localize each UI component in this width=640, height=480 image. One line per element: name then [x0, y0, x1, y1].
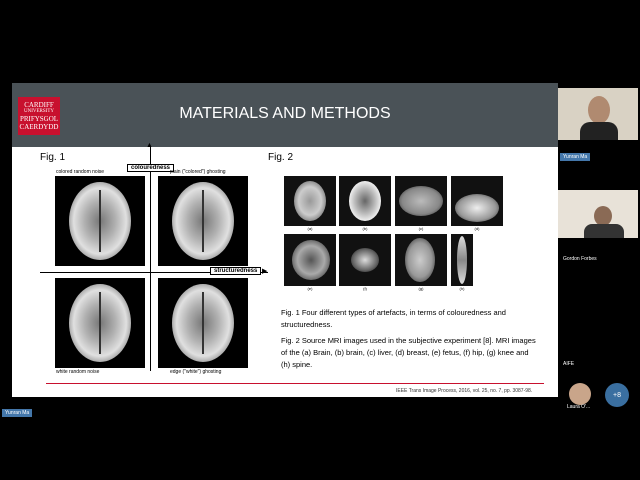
participant-face [588, 96, 610, 124]
brain-image-edge-ghosting [158, 278, 248, 368]
video-tile-yunran[interactable] [558, 88, 638, 140]
speaker-name-badge: Yunran Ma [560, 153, 590, 161]
structuredness-label: structuredness [210, 267, 261, 275]
participant-name-gordon: Gordon Forbes [563, 256, 597, 262]
mri-knee-g [395, 234, 447, 286]
participant-name-aife: AIFE [563, 361, 575, 367]
mri-hip-f [339, 234, 391, 286]
caption-h: (h) [459, 286, 465, 291]
caption-d: (d) [474, 226, 480, 231]
caption-e: (e) [307, 286, 313, 291]
mri-breast-d [451, 176, 503, 226]
mri-fetus-e [284, 234, 336, 286]
fig1-label: Fig. 1 [40, 152, 66, 163]
mri-spine-h [451, 234, 473, 286]
brain-image-colored-noise [55, 176, 145, 266]
shared-slide [12, 83, 558, 397]
participant-shoulders [584, 224, 624, 238]
mri-liver-c [395, 176, 447, 226]
quadrant-label-br: edge ("white") ghosting [170, 369, 222, 375]
slide-reference: IEEE Trans Image Process, 2016, vol. 25, no. 7, pp. 3087-98. [396, 388, 533, 394]
laura-avatar[interactable] [569, 383, 591, 405]
mri-brain-b [339, 176, 391, 226]
fig1-y-axis [150, 147, 151, 371]
participant-shoulders [580, 122, 618, 140]
x-axis-arrow: ▶ [262, 268, 268, 275]
participant-name-laura: Laura O'... [567, 404, 591, 410]
brain-image-white-noise [55, 278, 145, 368]
caption-b: (b) [362, 226, 368, 231]
fig2-label: Fig. 2 [268, 152, 294, 163]
mri-brain-a [284, 176, 336, 226]
colouredness-label: colouredness [127, 164, 174, 172]
figure-caption-2: Fig. 2 Source MRI images used in the subjective experiment [8]. MRI images of the (a) Brain, (b) brain, (c) liver, (d) breast, (e) fetus, (f) hip, (g) knee and (h) spine. [281, 336, 536, 369]
quadrant-label-tr: plain ("colored") ghosting [170, 169, 226, 175]
figure-caption-1: Fig. 1 Four different types of artefacts, in terms of colouredness and structuredness. [281, 308, 506, 329]
slide-header [12, 83, 558, 147]
caption-c: (c) [418, 226, 424, 231]
slide-footer-line [46, 383, 544, 384]
quadrant-label-bl: white random noise [56, 369, 100, 375]
quadrant-label-tl: colored random noise [56, 169, 105, 175]
participant-face [594, 206, 612, 226]
cardiff-university-logo: CARDIFF UNIVERSITY PRIFYSGOL CAERDYDD [18, 97, 60, 135]
brain-image-plain-ghosting [158, 176, 248, 266]
more-participants-button[interactable]: +8 [605, 383, 629, 407]
caption-a: (a) [307, 226, 313, 231]
caption-g: (g) [418, 286, 424, 291]
y-axis-arrow: ▲ [146, 142, 153, 149]
slide-title: MATERIALS AND METHODS [179, 105, 391, 122]
self-view-name-badge: Yunran Ma [2, 409, 32, 417]
caption-f: (f) [363, 286, 367, 291]
video-tile-gordon[interactable] [558, 190, 638, 238]
